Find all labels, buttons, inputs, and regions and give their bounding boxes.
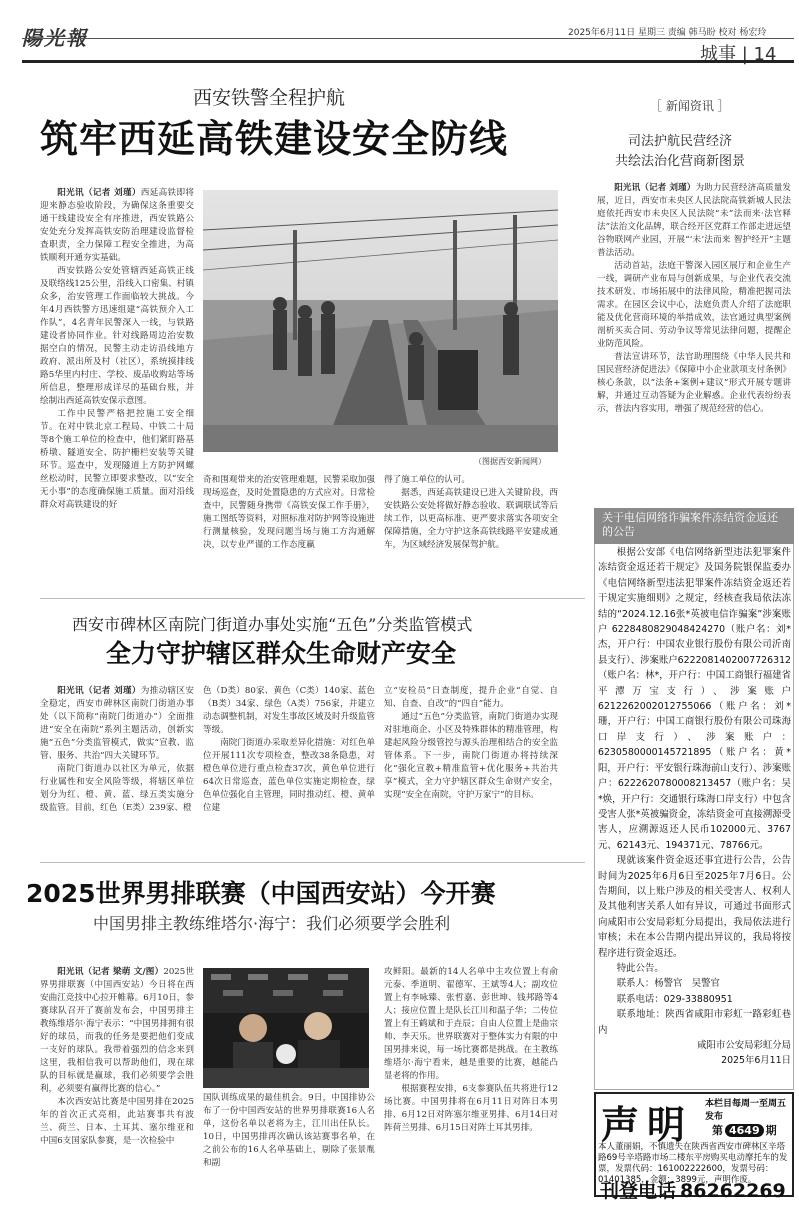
story1-col3 [384, 474, 558, 552]
news-brief-label-text: 新闻资讯 [665, 99, 714, 113]
notice-phone: 联系电话：029-33880951 [616, 993, 733, 1005]
issue-info: 2025年6月11日 星期三 责编 韩马盼 校对 杨宏玲 [568, 28, 767, 38]
story2-title: 全力守护辖区群众生命财产安全 [106, 639, 457, 668]
story1-title: 筑牢西延高铁建设安全防线 [40, 117, 509, 161]
story1-col1 [40, 187, 194, 512]
dateline: 阳光讯（记者 刘瑾） [614, 183, 696, 193]
paragraph: 国队训练成果的最佳机会。9日，中国排协公布了一份中国西安站的世界男排联赛16人名单，这份名单以老将为主，江川出任队长。10日，中国男排再次确认该站赛事名单，在之前公布的16人名单基础上，剔除了张景胤和副 [203, 1093, 375, 1168]
paragraph: 活动首站，法庭干警深入园区展厅和企业生产一线，调研产业布局与创新成果，与企业代表交流技术研发、市场拓展中的法律风险，精准把握司法需求。在园区会议中心，法庭负责人介绍了法庭职能及优化营商环境的举措成效，法官通过典型案例剖析买卖合同、劳动争议等常见法律问题，提醒企业防范风险。 [597, 261, 791, 349]
story3-col2 [203, 1092, 375, 1170]
issue-suffix: 期 [765, 1124, 777, 1137]
paragraph: 西安铁路公安处管辖西延高铁正线及联络线125公里，沿线入口密集、村镇众多，治安管理工作面临较大挑战。今年4月西铁警方迅速组建“高铁预介入工作队”，4名青年民警深入一线，与铁路建设者协同作业。针对线路周边治安数据空白的情况，民警主动走访沿线地方政府、派出所及村（社区），系统摸排线路5华里内村庄、学校、废品收购站等场所信息，整理形成详尽的基础台账，并绘制出西延高铁安保示意图。 [40, 266, 194, 406]
notice-address: 联系地址：陕西省咸阳市彩虹一路彩虹巷内 [598, 1009, 791, 1036]
declaration-tagline: 本栏目每周一至周五发布 [705, 1099, 787, 1122]
notice-body [598, 545, 791, 1069]
paragraph: 本次西安站比赛是中国男排在2025年的首次正式亮相，此站赛事共有波兰、荷兰、日本、土耳其、塞尔维亚和中国6支国家队参赛，是一次检验中 [40, 1097, 194, 1146]
dateline: 阳光讯（记者 刘瑾） [57, 188, 141, 198]
photo-caption: （图据西安新闻网） [474, 457, 546, 466]
ad-phone-label: 刊登电话 [600, 1180, 677, 1202]
railway-photo [203, 190, 558, 452]
news-brief-title-2: 共绘法治化营商新图景 [615, 154, 746, 169]
notice-contacts: 联系人：杨警官 吴警官 [616, 978, 720, 990]
divider [40, 598, 585, 599]
paragraph: 南院门街道办采取差异化措施：对红色单位开展111次专项检查，整改38条隐患，对橙色单位进行重点检查37次，黄色单位进行64次日常巡查，蓝色单位实施定期检查，绿色单位强化自主管理，同时推动红、橙、黄单位建 [203, 738, 375, 813]
notice-paragraph: 根据公安部《电信网络新型违法犯罪案件冻结资金返还若干规定》及国务院银保监委办《电信网络新型违法犯罪案件冻结资金返还若干规定实施细则》之规定，经核查我局依法冻结的“2024.12.16张*英被电信诈骗案”涉案账户 6228480829048424270（账户名：刘*杰，开户行：中国农业银行股份有限公司沂南县支行）、涉案账户6222081402007726312（账户名：林*，开户行：中国工商银行福建省平潭万宝支行）、涉案账户6212262002012755066（账户名：刘*珊，开户行：中国工商银行股份有限公司珠海口岸支行）、涉案账户：6230580000145721895（账户名：黄*阳，开户行：平安银行珠海前山支行）、涉案账户：6222620780008213457（账户名：吴*焕，开户行：交通银行珠海口岸支行）中包含受害人张*英被骗资金，冻结资金可直接溯源受害人，应溯源返还人民币102000元、3767元、62143元、194371元、78766元。 [598, 547, 792, 851]
paragraph: 南院门街道办以社区为单元，依据行业属性和安全风险等级，将辖区单位划分为红、橙、黄、蓝、绿五类实施分级监管。目前，红色（E类）239家、橙 [40, 764, 194, 813]
story2-col3 [384, 685, 558, 802]
section-rule [22, 60, 794, 63]
paragraph: 2025世界男排联赛（中国西安站）今日将在西安曲江竞技中心拉开帷幕。6月10日，参赛球队召开了赛前发布会，中国男排主教练维塔尔·海宁表示：“中国男排拥有很好的球员，而我的任务是要把他们变成一支好的球队。我带着强烈的信念来到这里，我相信我可以帮助他们，现在球队的目标就是赢球，我们必须要学会胜利，必须要有赢得比赛的信心。” [40, 967, 195, 1094]
story2-col2 [203, 685, 375, 815]
notice-paragraph: 现就该案件资金返还事宜进行公告，公告时间为2025年6月6日至2025年7月6日。公告期间，以上账户涉及的相关受害人、权利人及其他利害关系人如有异议，可通过书面形式向咸阳市公安局彩虹分局提出，我局依法进行审核；未在本公告期内提出异议的，我局将按程序进行资金返还。 [598, 855, 791, 959]
paragraph: 攻鲜阳。最新的14人名单中主攻位置上有俞元泰、季道明、翟德军、王斌等4人；副攻位置上有李咏臻、张哲嘉、彭世坤、钱邦路等4人；接应位置上是队长江川和温子华；二传位置上有王鹤斌和于垚辰；自由人位置上是曲宗帅、李天乐。世界联赛对于整体实力有限的中国男排来说，每一场比赛都是挑战。在主教练维塔尔·海宁看来，越是重要的比赛，越能凸显老将的作用。 [384, 967, 558, 1081]
paragraph: 奇和围观带来的治安管理难题，民警采取加强现场巡查，及时处置隐患的方式应对。日常检查中，民警随身携带《高铁安保工作手册》，施工图纸等资料，对照标准对防护网等设施进行测量核验，发现问题当场与施工方沟通解决，以专业严谨的工作态度赢 [203, 475, 375, 550]
notice-header: 关于电信网络诈骗案件冻结资金返还的公告 [594, 508, 794, 544]
story1-col2 [203, 474, 375, 552]
paragraph: 为推动辖区安全稳定，西安市碑林区南院门街道办事处（以下简称“南院门街道办”）全面推进“安全在南院”系列主题活动，创新实施“五色”分类监管模式，做实“宣教、监管、服务、共治”四大关键环节。 [40, 686, 194, 761]
ad-phone-number: 86262269 [680, 1180, 786, 1202]
paragraph: 根据赛程安排，6支参赛队伍共将进行12场比赛。中国男排将在6月11日对阵日本男排、6月12日对阵塞尔维亚男排、6月14日对阵荷兰男排、6月15日对阵土耳其男排。 [384, 1084, 558, 1133]
paragraph: 据悉，西延高铁建设已进入关键阶段，西安铁路公安处将做好静态验收、联调联试等后续工作，以更高标准、更严要求落实各项安全保障措施，全力守护这条高铁线路平安建成通车，为区域经济发展保驾护航。 [384, 488, 558, 550]
section-label: 城事 | 14 [700, 44, 777, 65]
press-conference-photo [203, 968, 369, 1088]
paragraph: 西延高铁即将迎来静态验收阶段，为确保这条重要交通干线建设安全有序推进，西安铁路公安处充分发挥高铁安防治理建设监督检查职责，全力保障工程安全推进，为高铁顺利开通夯实基础。 [40, 188, 194, 263]
ad-phone [600, 1176, 786, 1203]
paragraph: 普法宣讲环节，法官助理围绕《中华人民共和国民营经济促进法》《保障中小企业款项支付条例》核心条款，以“法条+案例+建议”形式开展专题讲解，并通过互动答疑为企业解惑。企业代表纷纷表示，普法内容实用，增强了规范经营的信心。 [597, 352, 791, 414]
news-brief-title-1: 司法护航民营经济 [628, 134, 733, 149]
paragraph: 工作中民警严格把控施工安全细节。在对中铁北京工程局、中铁二十局等8个施工单位的检查中，他们紧盯路基桥墩、隧道安全、防护栅栏安装等关键环节。巡查中，发现隧道上方防护网螺丝松动时，民警立即要求整改，以“安全无小事”的态度确保施工质量。面对沿线群众对高铁建设的好 [40, 409, 194, 510]
dateline: 阳光讯（记者 刘瑾） [57, 686, 141, 696]
issue-number: 4649 [725, 1124, 764, 1137]
declaration-body: 本人董丽娟，不慎遗失在陕西省西安市碑林区辛塔路69号辛塔路市场二楼东平房购买电动摩托车的发票，发票代码：161002222600，发票号码：01401385，金额：3899元，声明作废。 [598, 1142, 788, 1185]
paragraph: 色（D类）80家、黄色（C类）140家、蓝色（B类）34家、绿色（A类）756家，并建立动态调整机制，对发生事故区域及时升级监管等级。 [203, 686, 375, 735]
news-brief-label: ［ 新闻资讯 ］ [650, 99, 730, 113]
story2-pretitle: 西安市碑林区南院门街道办事处实施“五色”分类监管模式 [72, 615, 473, 634]
declaration-issue [712, 1122, 777, 1138]
masthead-logo: 陽光報 [22, 26, 88, 50]
paragraph: 通过“五色”分类监管，南院门街道办实现对驻地商企、小区及特殊群体的精准管理，构建起风险分级管控与源头治理相结合的安全监管体系。下一步，南院门街道办将持续深化“强化宣教+精准监管+优化服务+共治共享”模式，全力守护辖区群众生命财产安全，实现“安全在南院，守护万家宁”的目标。 [384, 712, 558, 800]
news-brief-body [597, 182, 791, 416]
issue-prefix: 第 [712, 1124, 723, 1137]
story3-title: 2025世界男排联赛（中国西安站）今开赛 [26, 879, 496, 908]
paragraph: 得了施工单位的认可。 [384, 475, 470, 485]
notice-date: 2025年6月11日 [721, 1055, 791, 1067]
paragraph: 为助力民营经济高质量发展，近日，西安市未央区人民法院高铁新城人民法庭依托西安市未央区人民法院“未”法而来·法官释法”法治文化品牌，联合经开区党群工作部走进远望谷物联网产业园，开展“‘未’法而来 智护经开”主题普法活动。 [597, 183, 791, 258]
header-rule [22, 38, 794, 39]
notice-issuer: 咸阳市公安局彩虹分局 [697, 1040, 791, 1051]
declaration-title: 声明 [601, 1103, 694, 1147]
divider [40, 862, 585, 863]
notice-closing: 特此公告。 [616, 962, 664, 974]
story3-subtitle: 中国男排主教练维塔尔·海宁：我们必须要学会胜利 [93, 914, 451, 933]
story3-col3 [384, 966, 558, 1135]
paragraph: 立“安检员”日查制度，提升企业“自觉、自知、自查、自改”的“四自”能力。 [384, 686, 558, 709]
story3-col1 [40, 966, 194, 1148]
story1-pretitle: 西安铁警全程护航 [193, 87, 346, 109]
story2-col1 [40, 685, 194, 815]
dateline: 阳光讯（记者 梁萌 文/图） [57, 967, 164, 977]
